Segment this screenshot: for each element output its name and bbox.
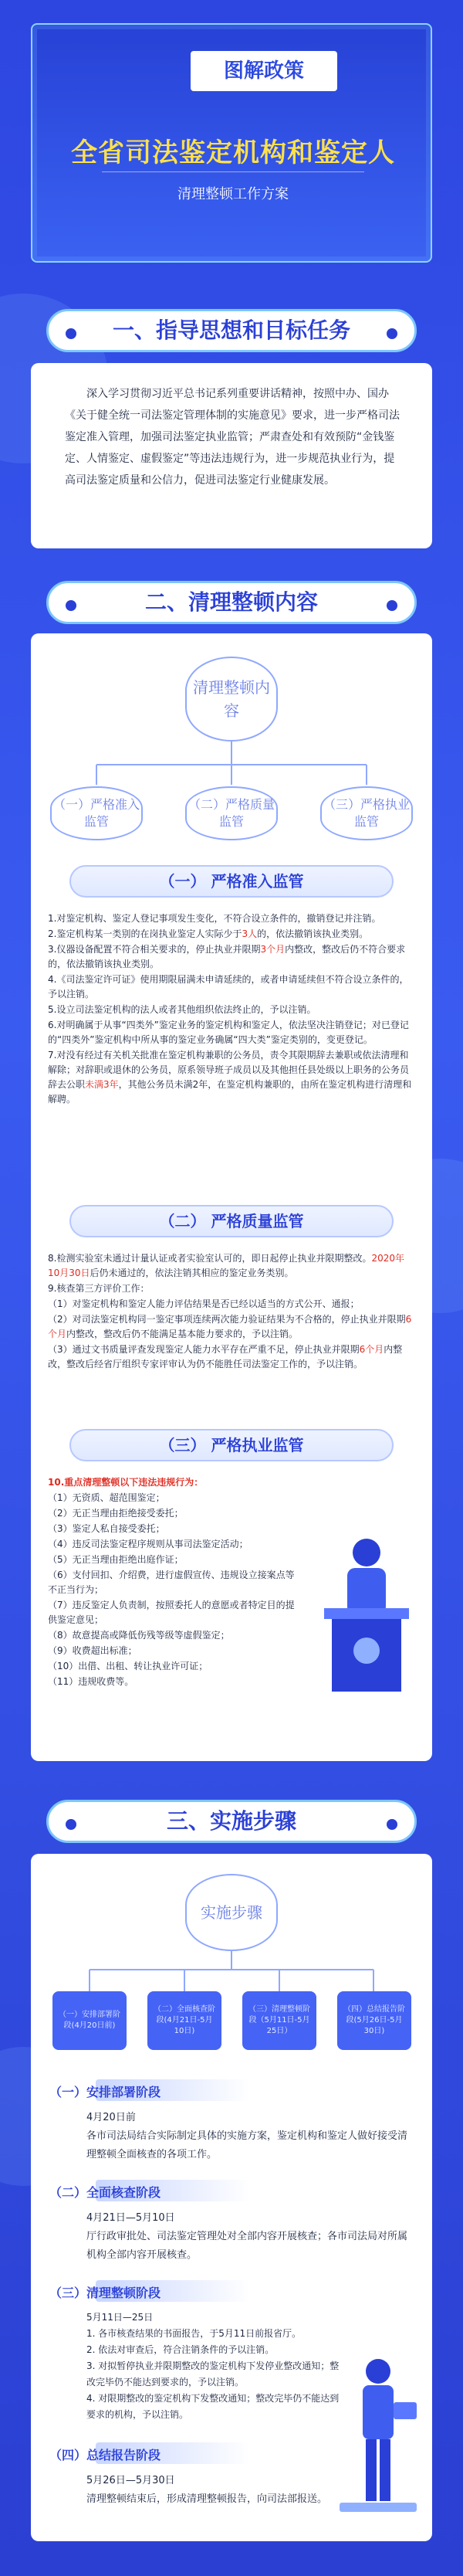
list-item: 5.设立司法鉴定机构的法人或者其他组织依法终止的，予以注销。	[48, 1004, 316, 1015]
list-item: （9）收费超出标准；	[48, 1645, 137, 1656]
list-item: （1）对鉴定机构和鉴定人能力评估结果是否已经以适当的方式公开、通报；	[48, 1298, 360, 1309]
list-item: 7.对没有经过有关机关批准在鉴定机构兼职的公务员，责令其限期辞去兼职或依法清理和解除；对辞职或退休的公务员，原系领导班子成员以及其他担任县处级以上职务的公务员辞去公职未满3年，其他公务员未满2年，在鉴定机构兼职的，由所在鉴定机构进行清理和解聘。	[48, 1050, 412, 1105]
part2-list	[48, 1251, 415, 1373]
part1-title: （一） 严格准入监管	[69, 865, 394, 898]
section1-body: 深入学习贯彻习近平总书记系列重要讲话精神，按照中办、国办《关于健全统一司法鉴定管理体制的实施意见》要求，进一步严格司法鉴定准入管理，加强司法鉴定执业监管；严肃查处和有效预防“金钱鉴定、人情鉴定、虚假鉴定”等违法违规行为，进一步规范执业行为，提高司法鉴定质量和公信力，促进司法鉴定行业健康发展。	[65, 388, 400, 487]
list-item: （1）无资质、超范围鉴定；	[48, 1492, 165, 1503]
branch-access: （一）严格准入监管	[50, 786, 143, 840]
part3-list	[48, 1475, 302, 1690]
list-item: 4.《司法鉴定许可证》使用期限届满未申请延续的，或者申请延续但不符合设立条件的，予以注销。	[48, 974, 409, 1000]
phase-text: 5月26日—5月30日 清理整顿结束后，形成清理整顿报告，向司法部报送。	[86, 2475, 328, 2505]
phase-text: 5月11日—25日 1. 各市核查结果的书面报告，于5月11日前报省厅。 2. 依法对审查后，符合注销条件的予以注销。 3. 对拟暂停执业并限期整改的鉴定机构下发停业整改通知；整改完毕仍不能达到要求的，予以注销。 4. 对限期整改的鉴定机构下发整改通知；整改完毕仍不能达到要求的机构，予以注销。	[86, 2312, 340, 2420]
list-item: （10）出借、出租、转让执业许可证；	[48, 1661, 208, 1672]
part1-list	[48, 911, 415, 1108]
list-item: （7）违反鉴定人负责制，按照委托人的意愿或者特定目的提供鉴定意见；	[48, 1600, 295, 1625]
list-item: （5）无正当理由拒绝出庭作证；	[48, 1554, 184, 1565]
list-item: 6.对明确属于从事“四类外”鉴定业务的鉴定机构和鉴定人，依法坚决注销登记；对已登记的“四类外”鉴定机构中所从事的鉴定业务确属“四大类”鉴定类别的，变更登记。	[48, 1020, 409, 1045]
list-item: （3）通过文书质量评查发现鉴定人能力水平存在严重不足，停止执业并限期6个月内整改，整改后经省厅组织专家评审认为仍不能胜任司法鉴定工作的，予以注销。	[48, 1344, 403, 1369]
part2-title: （二） 严格质量监管	[69, 1205, 394, 1237]
section3-card	[31, 1854, 432, 2541]
section2-banner: 二、清理整顿内容	[46, 581, 417, 624]
phase-heading: （二）全面核查阶段	[49, 2185, 161, 2200]
header-panel	[31, 23, 432, 263]
section1-banner: 一、指导思想和目标任务	[46, 309, 417, 352]
phase-heading: （一）安排部署阶段	[49, 2085, 161, 2099]
step-box-1: （一）安排部署阶段(4月20日前)	[52, 1991, 127, 2050]
step-box-4: （四）总结报告阶段(5月26日-5月30日)	[337, 1991, 411, 2050]
connector-lines	[31, 1951, 432, 1993]
list-item: 2.鉴定机构某一类别的在岗执业鉴定人实际少于3人的，依法撤销该执业类别。	[48, 928, 369, 939]
header-subtitle: 清理整顿工作方案	[177, 186, 289, 202]
list-item: （2）对司法鉴定机构同一鉴定事项连续两次能力验证结果为不合格的，停止执业并限期6个月内整改，整改后仍不能满足基本能力要求的，予以注销。	[48, 1314, 412, 1339]
steps-row	[52, 1991, 415, 2053]
list-item: （11）违规收费等。	[48, 1676, 134, 1687]
list-item: 3.仪器设备配置不符合相关要求的，停止执业并限期3个月内整改，整改后仍不符合要求的，依法撤销该执业类别。	[48, 944, 406, 969]
list-item: 1.对鉴定机构、鉴定人登记事项发生变化，不符合设立条件的，撤销登记并注销。	[48, 913, 381, 924]
person-illustration	[332, 2348, 424, 2526]
divider	[102, 171, 364, 172]
list-item: （8）故意提高或降低伤残等级等虚假鉴定；	[48, 1630, 230, 1641]
section2-card	[31, 633, 432, 1761]
phase-text: 4月21日—5月10日 厅行政审批处、司法鉴定管理处对全部内容开展核查；各市司法局对所属机构全部内容开展核查。	[86, 2212, 408, 2261]
podium-illustration	[309, 1522, 424, 1707]
header-title: 全省司法鉴定机构和鉴定人	[71, 137, 395, 168]
list-item: （4）违反司法鉴定程序规则从事司法鉴定活动；	[48, 1539, 248, 1549]
branch-quality: （二）严格质量监管	[185, 786, 278, 840]
section3-banner: 三、实施步骤	[46, 1800, 417, 1843]
list-item: 8.检测实验室未通过计量认证或者实验室认可的，即日起停止执业并限期整改。2020年10月30日后仍未通过的，依法注销其相应的鉴定业务类别。	[48, 1253, 404, 1278]
list-item: 9.核查第三方评价工作：	[48, 1283, 150, 1294]
header-tag: 图解政策	[191, 51, 337, 91]
list-item: （3）鉴定人私自接受委托；	[48, 1523, 165, 1534]
phase-text: 4月20日前 各市司法局结合实际制定具体的实施方案，鉴定机构和鉴定人做好接受清理整顿全面核查的各项工作。	[86, 2112, 408, 2160]
steps-center-bubble: 实施步骤	[185, 1874, 278, 1951]
step-box-2: （二）全面核查阶段(4月21日-5月10日)	[147, 1991, 221, 2050]
branch-practice: （三）严格执业监管	[320, 786, 413, 840]
step-box-3: （三）清理整顿阶段（5月11日-5月25日）	[242, 1991, 316, 2050]
phase-heading: （四）总结报告阶段	[49, 2448, 161, 2462]
phase-heading: （三）清理整顿阶段	[49, 2286, 161, 2300]
list-item: （6）支付回扣、介绍费，进行虚假宣传、违规设立接案点等不正当行为；	[48, 1570, 295, 1595]
content-center-bubble: 清理整顿内容	[185, 657, 278, 742]
section1-card	[31, 363, 432, 548]
connector-lines	[31, 742, 432, 788]
list-item: （2）无正当理由拒绝接受委托；	[48, 1508, 184, 1519]
part3-title: （三） 严格执业监管	[69, 1429, 394, 1461]
part3-lead: 10.重点清理整顿以下违法违规行为：	[48, 1477, 204, 1488]
